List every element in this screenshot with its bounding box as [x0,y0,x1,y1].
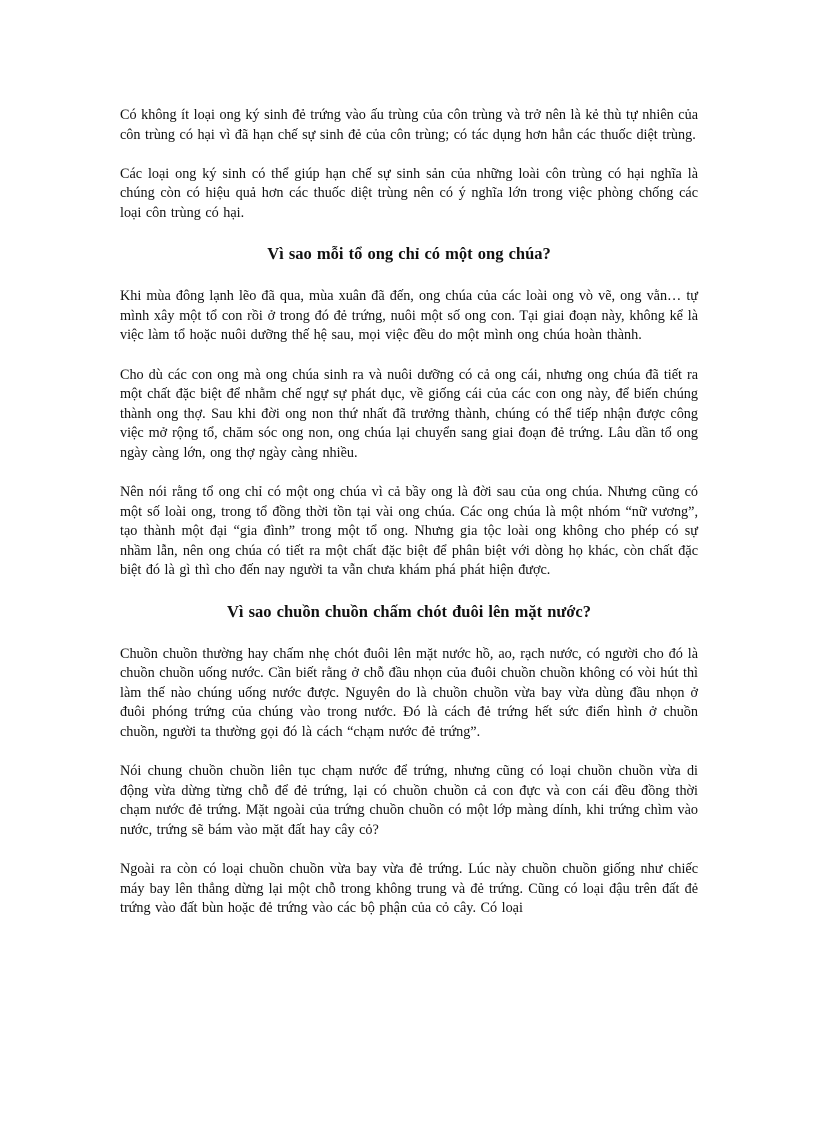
dragonfly-paragraph-2: Nói chung chuồn chuồn liên tục chạm nước để trứng, nhưng cũng có loại chuồn chuồn vừa di động vừa dừng từng chỗ để đẻ trứng, lại có chuồn chuồn cả con đực và con cái đều đồng thời chạm nước đẻ trứng. Mặt ngoài của trứng chuồn chuồn có một lớp màng dính, khi trứng chìm vào nước, trứng sẽ bám vào mặt đất hay cây cỏ? [120,763,698,838]
section-heading-dragonfly: Vì sao chuồn chuồn chấm chót đuôi lên mặt nước? [226,601,592,621]
section-heading-queen-bee: Vì sao mỗi tổ ong chỉ có một ong chúa? [267,244,551,264]
dragonfly-paragraph-3: Ngoài ra còn có loại chuồn chuồn vừa bay vừa đẻ trứng. Lúc này chuồn chuồn giống như chiếc máy bay lên thẳng dừng lại một chỗ trong không trung và đẻ trứng. Cũng có loại đậu trên đất đẻ trứng vào đất bùn hoặc đẻ trứng vào các bộ phận của cỏ cây. Có loại [120,861,698,917]
queen-bee-paragraph-2: Cho dù các con ong mà ong chúa sinh ra và nuôi dưỡng có cả ong cái, nhưng ong chúa đã tiết ra một chất đặc biệt để nhằm chế ngự sự phát dục, về giống cái của các con ong này, để biến chúng thành ong thợ. Sau khi đời ong non thứ nhất đã trưởng thành, chúng có thể tiếp nhận được công việc mở rộng tổ, chăm sóc ong non, ong chúa lại chuyển sang giai đoạn đẻ trứng. Lâu dần tổ ong ngày càng lớn, ong thợ ngày càng nhiều. [120,366,698,461]
dragonfly-paragraph-1: Chuồn chuồn thường hay chấm nhẹ chót đuôi lên mặt nước hồ, ao, rạch nước, có người cho đó là chuồn chuồn uống nước. Cần biết rằng ở chỗ đầu nhọn của đuôi chuồn chuồn không có vòi hút thì làm thế nào chúng uống nước được. Nguyên do là chuồn chuồn vừa bay vừa dùng đầu nhọn ở đuôi phóng trứng của chúng vào trong nước. Đó là cách đẻ trứng hết sức điển hình ở chuồn chuồn, người ta thường gọi đó là cách “chạm nước đẻ trứng”. [120,645,698,741]
document-body [120,106,698,919]
intro-paragraph-1: Có không ít loại ong ký sinh đẻ trứng vào ấu trùng của côn trùng và trở nên là kẻ thù tự nhiên của côn trùng có hại vì đã hạn chế sự sinh đẻ của côn trùng; có tác dụng hơn hẳn các thuốc diệt trùng. [120,107,698,143]
intro-paragraph-2: Các loại ong ký sinh có thể giúp hạn chế sự sinh sản của những loài côn trùng có hại nghĩa là chúng còn có hiệu quả hơn các thuốc diệt trùng nên có ý nghĩa lớn trong việc phòng chống các loại côn trùng có hại. [120,165,698,221]
queen-bee-paragraph-1: Khi mùa đông lạnh lẽo đã qua, mùa xuân đã đến, ong chúa của các loài ong vò vẽ, ong vằn… tự mình xây một tổ con rồi ở trong đó đẻ trứng, nuôi một số ong con. Tại giai đoạn này, không kể là việc làm tổ hoặc nuôi dưỡng thế hệ sau, mọi việc đều do một mình ong chúa hoàn thành. [120,288,698,344]
queen-bee-paragraph-3: Nên nói rằng tổ ong chỉ có một ong chúa vì cả bầy ong là đời sau của ong chúa. Nhưng cũng có một số loài ong, trong tổ đồng thời tồn tại vài ong chúa. Các ong chúa là một nhóm “nữ vương”, tạo thành một đại “gia đình” trong một tổ ong. Nhưng gia tộc loài ong không cho phép có sự nhầm lẫn, nên ong chúa có tiết ra một chất đặc biệt để phân biệt với dòng họ khác, còn chất đặc biệt đó là gì thì cho đến nay người ta vẫn chưa khám phá phát hiện được. [120,484,698,579]
